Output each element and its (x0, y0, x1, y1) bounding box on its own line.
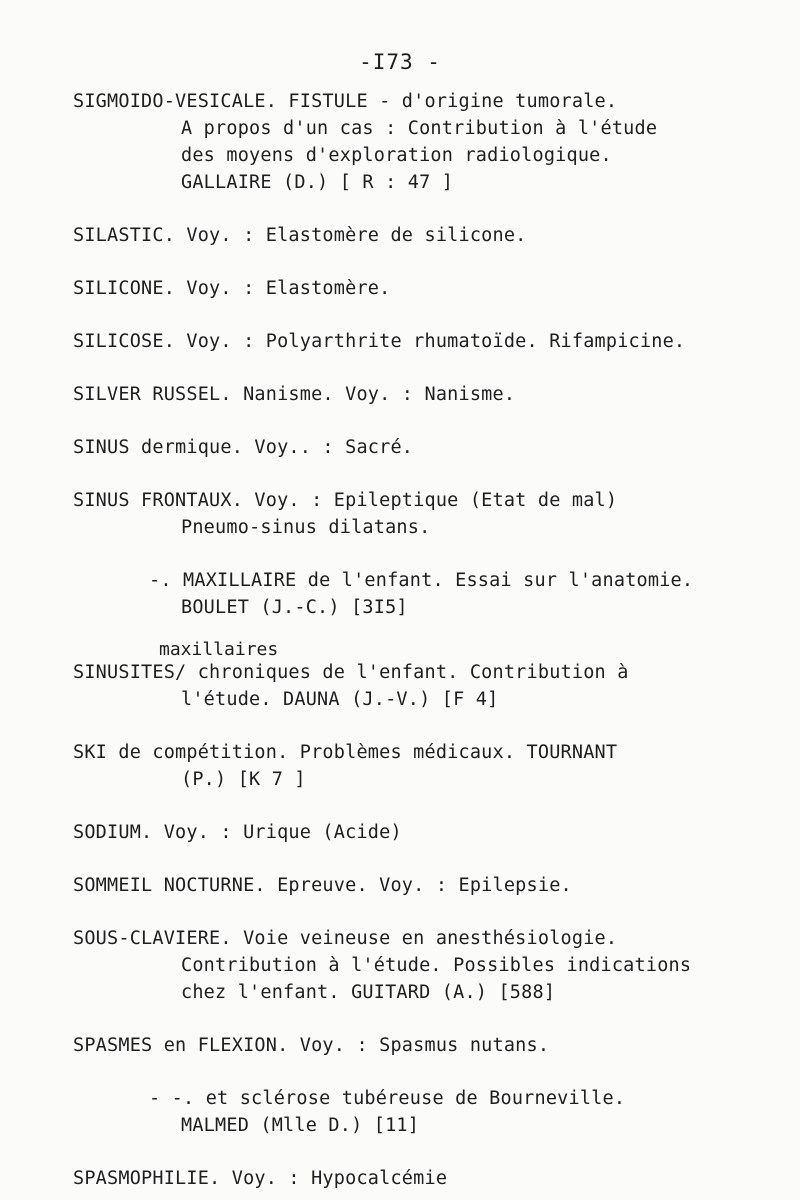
index-entry (73, 328, 773, 355)
index-subentry (73, 567, 773, 621)
entry-line: SILASTIC. Voy. : Elastomère de silicone. (73, 225, 527, 246)
entry-line: SOMMEIL NOCTURNE. Epreuve. Voy. : Epilepsie. (73, 875, 572, 896)
index-entry (73, 434, 773, 461)
entry-line: SPASMES en FLEXION. Voy. : Spasmus nutans. (73, 1035, 550, 1056)
entry-line: SODIUM. Voy. : Urique (Acide) (73, 822, 402, 843)
index-entry (73, 88, 773, 196)
entry-line: SKI de compétition. Problèmes médicaux. TOURNANT (73, 742, 618, 763)
entry-line: (P.) [K 7 ] (181, 769, 306, 790)
index-entry (73, 925, 773, 1006)
handwritten-insertion: maxillaires (159, 639, 279, 660)
entry-line: -. MAXILLAIRE de l'enfant. Essai sur l'anatomie. (149, 570, 694, 591)
index-entry (73, 739, 773, 793)
entry-line: SINUS dermique. Voy.. : Sacré. (73, 437, 414, 458)
index-entry (73, 381, 773, 408)
entry-line: SILICOSE. Voy. : Polyarthrite rhumatoïde. Rifampicine. (73, 331, 686, 352)
entry-line: SILICONE. Voy. : Elastomère. (73, 278, 391, 299)
entry-line: SINUSITES/ chroniques de l'enfant. Contribution à (73, 662, 629, 683)
index-entry (73, 487, 773, 541)
entry-line: l'étude. DAUNA (J.-V.) [F 4] (181, 689, 499, 710)
index-entry (73, 872, 773, 899)
entry-line: GALLAIRE (D.) [ R : 47 ] (181, 172, 454, 193)
entry-line: SINUS FRONTAUX. Voy. : Epileptique (Etat de mal) (73, 490, 618, 511)
entry-line: des moyens d'exploration radiologique. (181, 145, 612, 166)
index-entry (73, 275, 773, 302)
entry-line: MALMED (Mlle D.) [11] (181, 1115, 420, 1136)
entry-line: chez l'enfant. GUITARD (A.) [588] (181, 982, 556, 1003)
index-entries (73, 88, 773, 1192)
entry-line: SIGMOIDO-VESICALE. FISTULE - d'origine tumorale. (73, 91, 618, 112)
index-entry (73, 641, 773, 713)
entry-line: BOULET (J.-C.) [3I5] (181, 597, 408, 618)
page-number: -I73 - (359, 50, 441, 74)
entry-line: SILVER RUSSEL. Nanisme. Voy. : Nanisme. (73, 384, 516, 405)
index-subentry (73, 1085, 773, 1139)
entry-line: SOUS-CLAVIERE. Voie veineuse en anesthésiologie. (73, 928, 618, 949)
entry-line: SPASMOPHILIE. Voy. : Hypocalcémie (73, 1168, 448, 1189)
index-entry (73, 222, 773, 249)
index-entry (73, 1032, 773, 1059)
index-entry (73, 1165, 773, 1192)
entry-line: Contribution à l'étude. Possibles indications (181, 955, 692, 976)
index-entry (73, 819, 773, 846)
entry-line: Pneumo-sinus dilatans. (181, 517, 431, 538)
entry-line: A propos d'un cas : Contribution à l'étude (181, 118, 658, 139)
entry-line: - -. et sclérose tubéreuse de Bourneville. (149, 1088, 626, 1109)
